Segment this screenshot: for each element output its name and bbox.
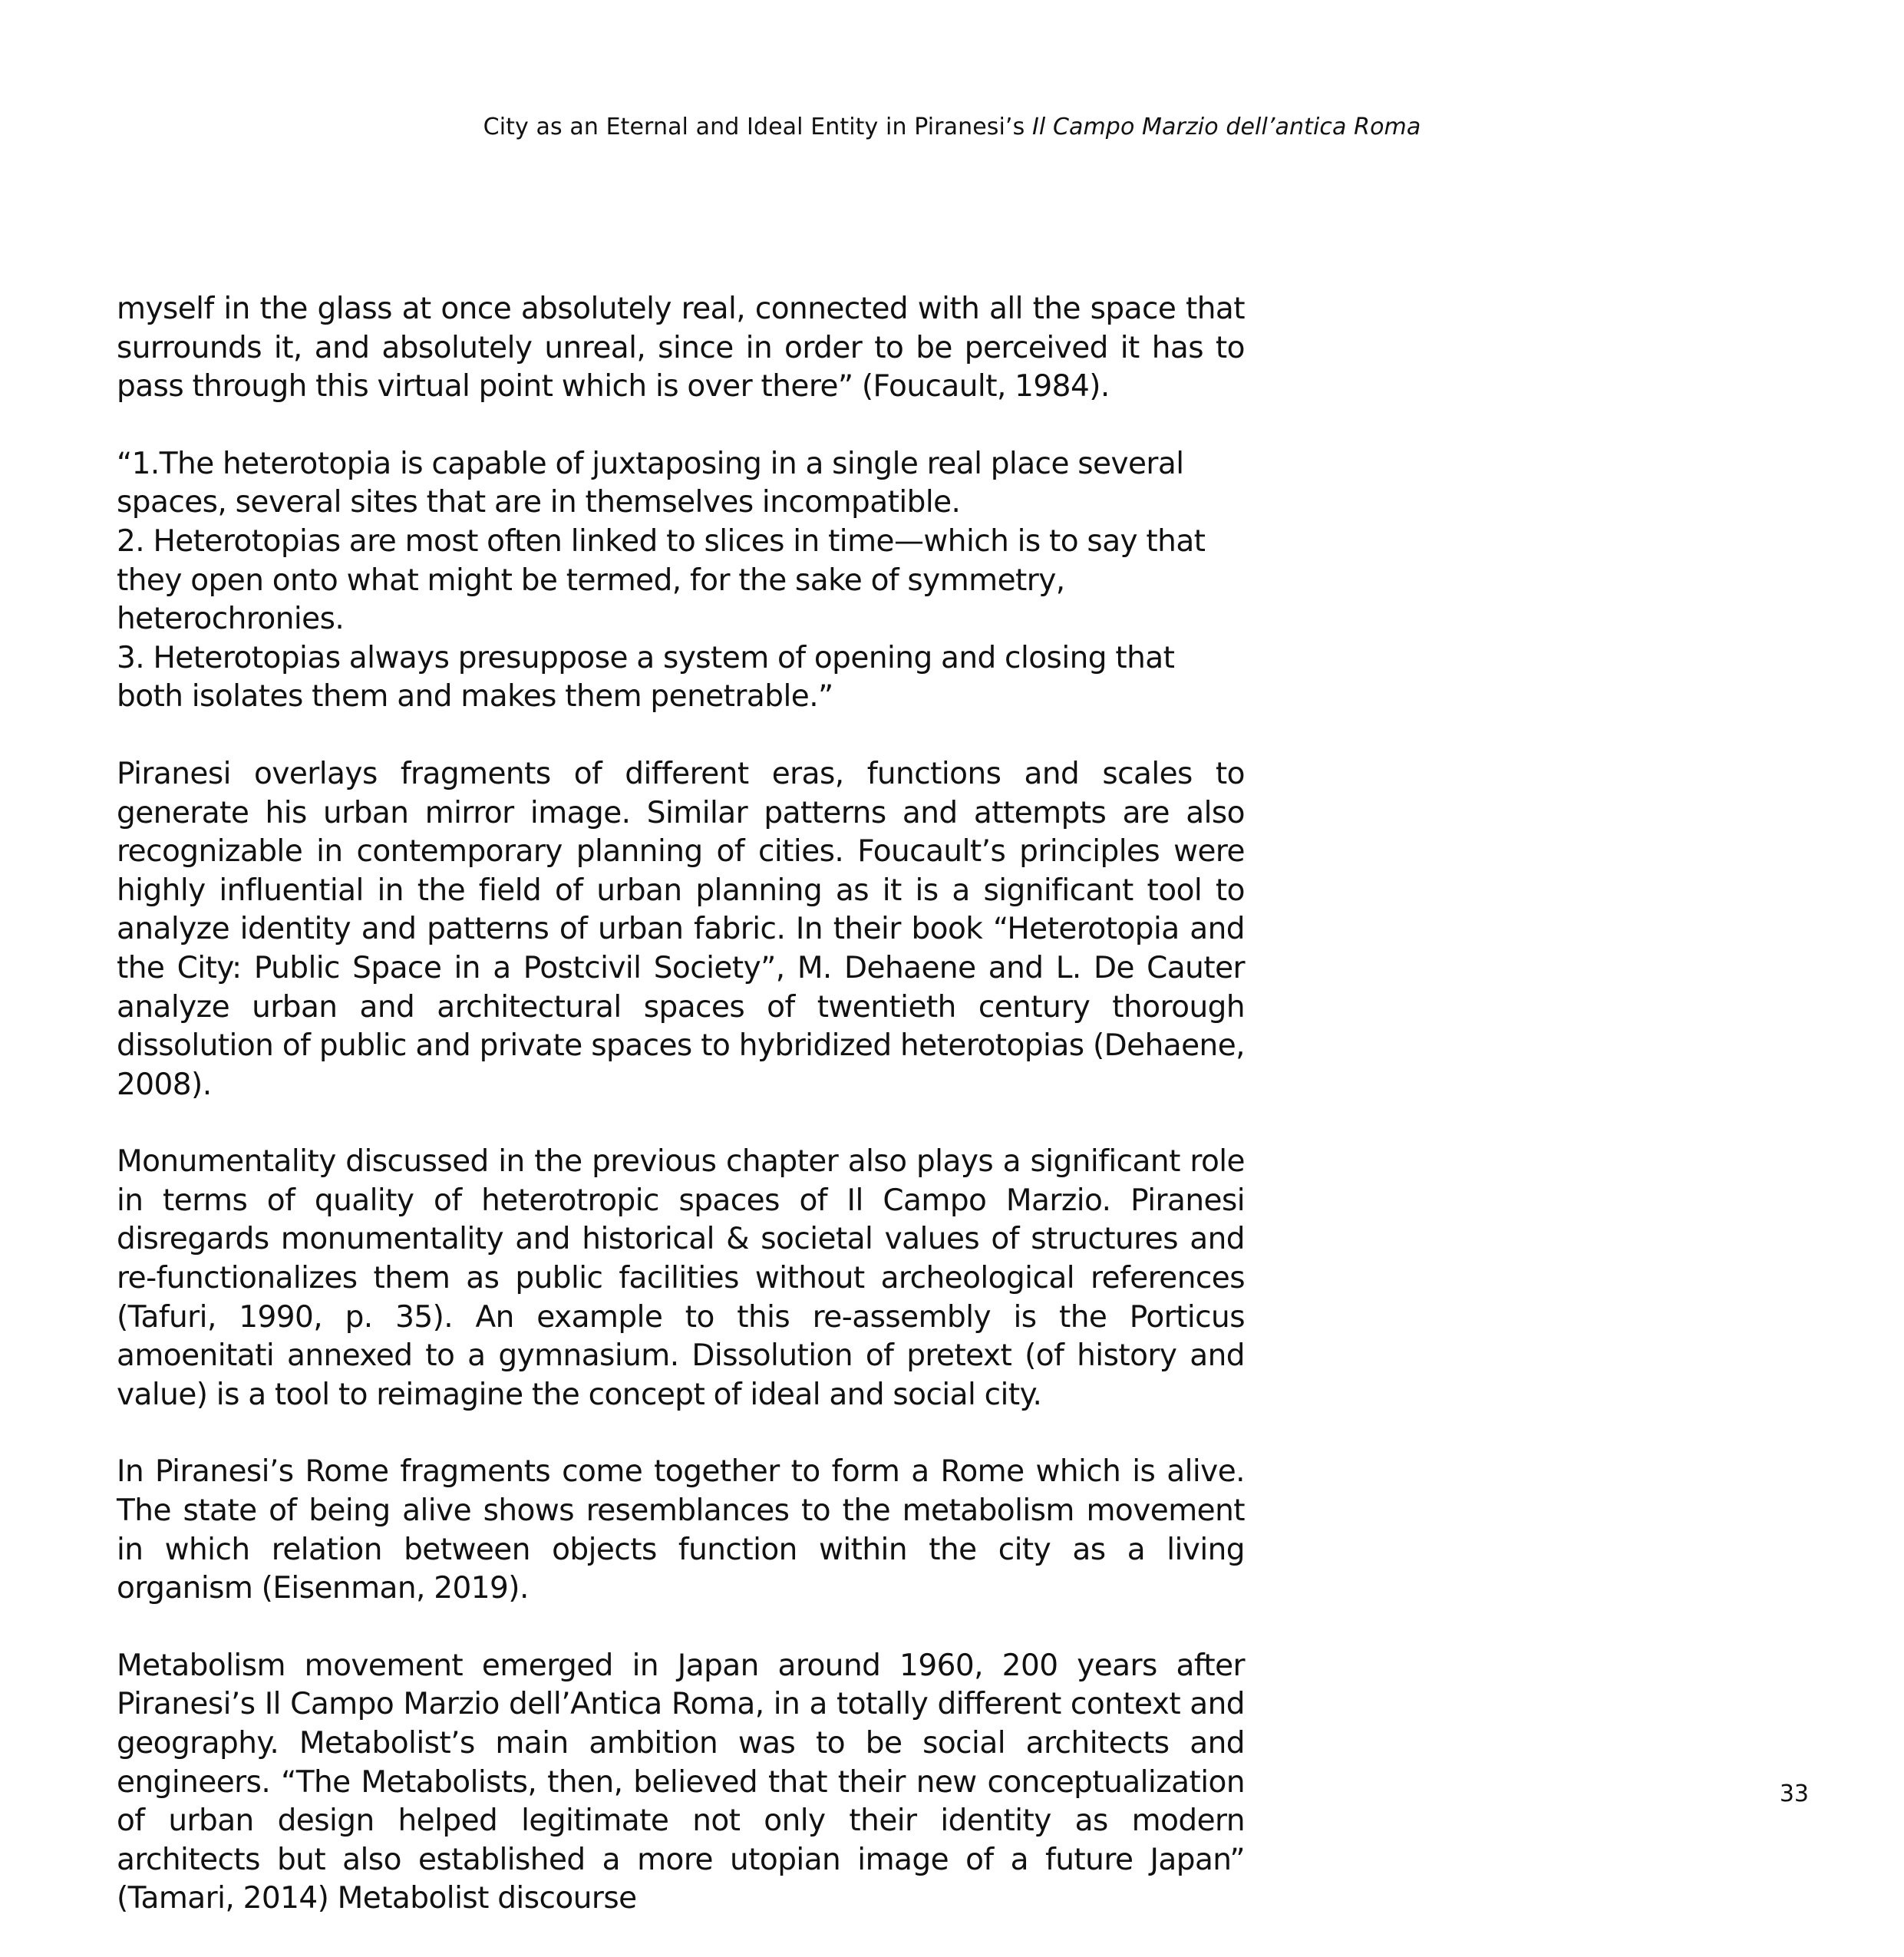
running-header-italic-title: Il Campo Marzio dell’antica Roma	[1031, 114, 1421, 140]
page-number: 33	[1779, 1780, 1809, 1807]
paragraph-foucault-mirror: myself in the glass at once absolutely real, connected with all the space that surrounds it, and absolutely unreal, since in order to be perceived it has to pass through this virtual point which is over there” (Foucault, 1984).	[117, 292, 1245, 404]
body-text	[117, 290, 1245, 1957]
paragraph-piranesi-overlays: Piranesi overlays fragments of different eras, functions and scales to generate his urban mirror image. Similar patterns and attempts are also recognizable in contemporary planning of cities. Foucault’s principles were highly influential in the field of urban planning as it is a significant tool to analyze identity and patterns of urban fabric. In their book “Heterotopia and the City: Public Space in a Postcivil Society”, M. Dehaene and L. De Cauter analyze urban and architectural spaces of twentieth century thorough dissolution of public and private spaces to hybridized heterotopias (Dehaene, 2008).	[117, 756, 1245, 1102]
principle-2: 2. Heterotopias are most often linked to slices in time—which is to say that they open onto what might be termed, for the sake of symmetry, heterochronies.	[117, 523, 1206, 637]
paragraph-rome-alive: In Piranesi’s Rome fragments come together to form a Rome which is alive. The state of being alive shows resemblances to the metabolism movement in which relation between objects function within the city as a living organism (Eisenman, 2019).	[117, 1454, 1245, 1606]
principle-1: “1.The heterotopia is capable of juxtaposing in a single real place several spaces, several sites that are in themselves incompatible.	[117, 446, 1184, 520]
principle-3: 3. Heterotopias always presuppose a system of opening and closing that both isolates them and makes them penetrable.”	[117, 640, 1175, 714]
running-header-title: City as an Eternal and Ideal Entity in Piranesi’s	[483, 114, 1032, 140]
paragraph-metabolism: Metabolism movement emerged in Japan around 1960, 200 years after Piranesi’s Il Campo Marzio dell’Antica Roma, in a totally different context and geography. Metabolist’s main ambition was to be social architects and engineers. “The Metabolists, then, believed that their new conceptualization of urban design helped legitimate not only their identity as modern architects but also established a more utopian image of a future Japan” (Tamari, 2014) Metabolist discourse	[117, 1648, 1245, 1916]
running-header	[0, 112, 1904, 143]
paragraph-monumentality: Monumentality discussed in the previous chapter also plays a significant role in terms of quality of heterotropic spaces of Il Campo Marzio. Piranesi disregards monumentality and historical & societal values of structures and re-functionalizes them as public facilities without archeological references (Tafuri, 1990, p. 35). An example to this re-assembly is the Porticus amoenitati annexed to a gymnasium. Dissolution of pretext (of history and value) is a tool to reimagine the concept of ideal and social city.	[117, 1144, 1245, 1412]
heterotopia-principles-quote	[117, 445, 1245, 717]
